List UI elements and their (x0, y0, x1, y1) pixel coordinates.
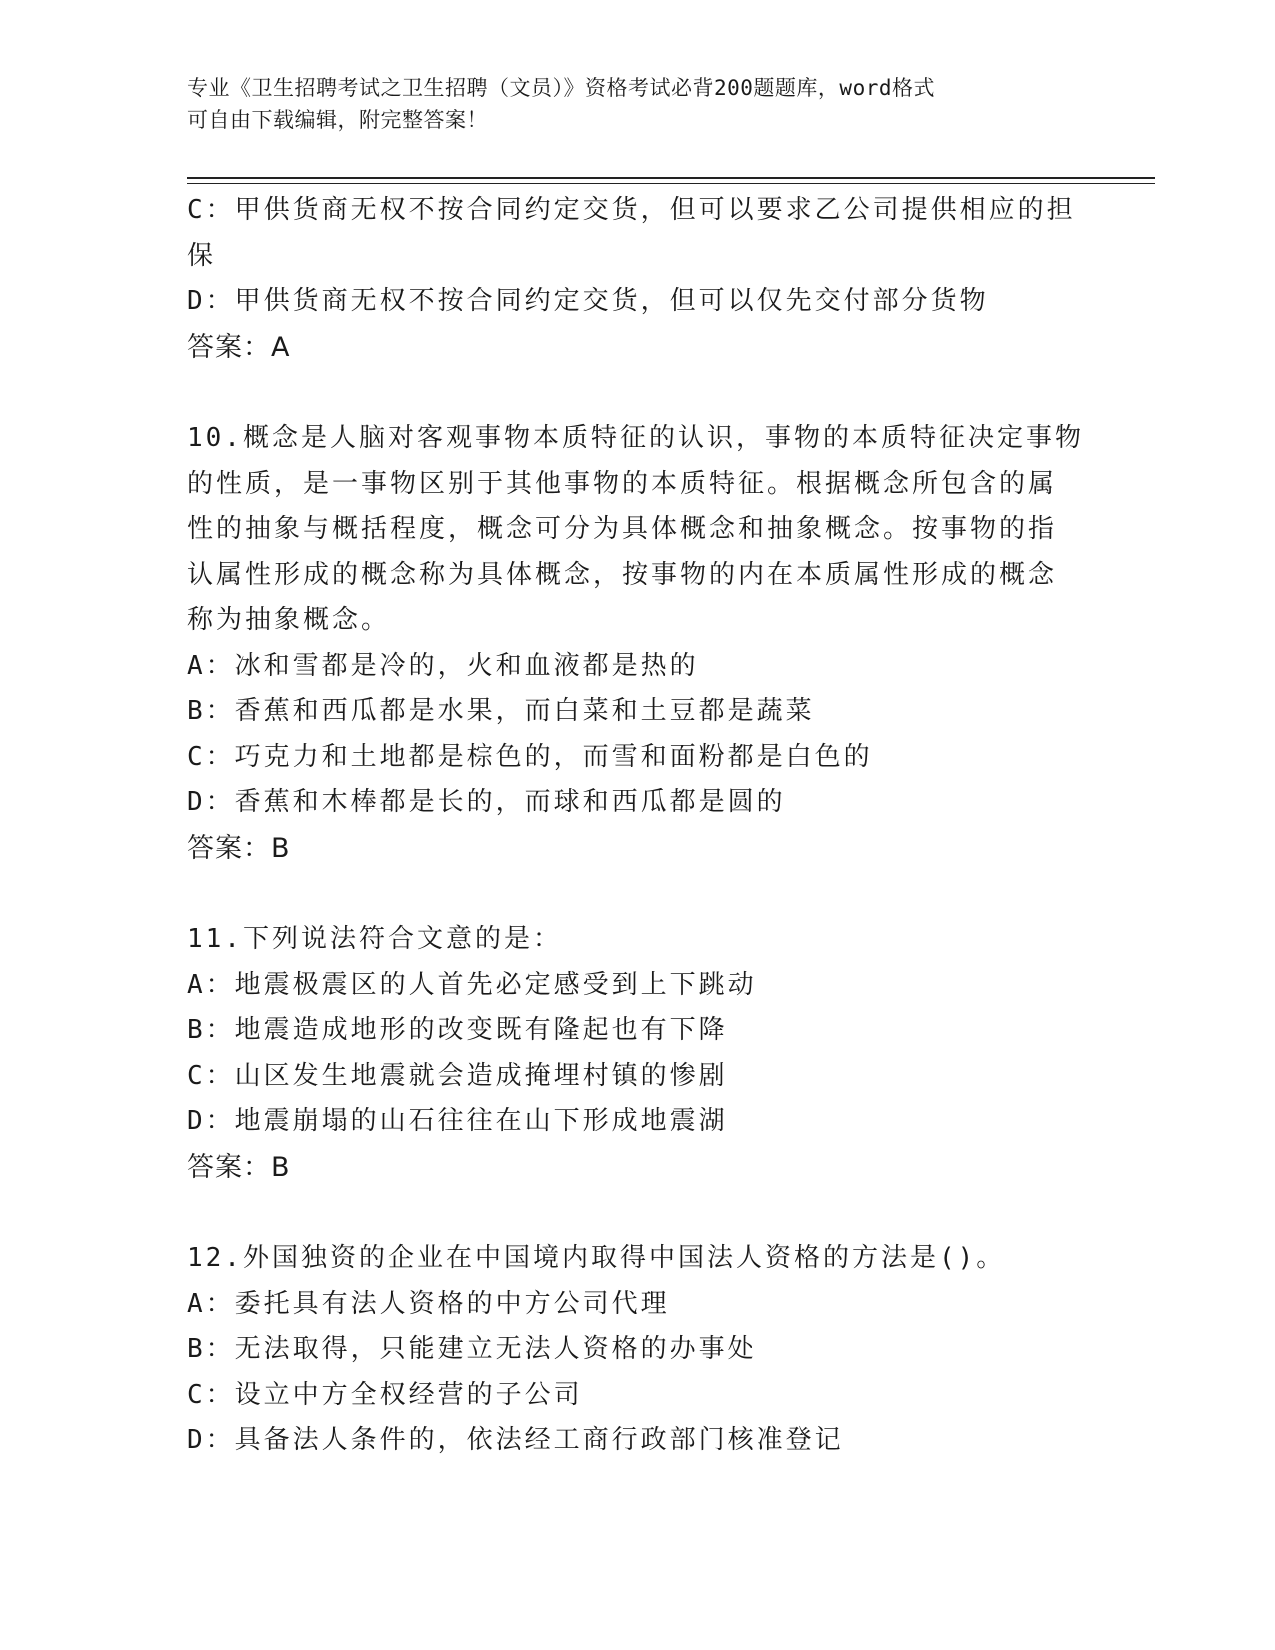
option-d: D：香蕉和木棒都是长的，而球和西瓜都是圆的 (187, 787, 786, 817)
spacer (187, 370, 1087, 416)
header-divider-thin (187, 183, 1155, 184)
option-b: B：香蕉和西瓜都是水果，而白菜和土豆都是蔬菜 (187, 696, 815, 726)
answer-line: 答案：B (187, 832, 291, 864)
option-c: C：巧克力和土地都是棕色的，而雪和面粉都是白色的 (187, 741, 873, 772)
option-c-line-2: 保 (187, 240, 217, 271)
option-d: D：甲供货商无权不按合同约定交货，但可以仅先交付部分货物 (187, 286, 989, 316)
spacer (187, 1190, 1087, 1236)
question-content (187, 188, 1087, 1464)
spacer (187, 871, 1087, 917)
option-c: C：设立中方全权经营的子公司 (187, 1379, 583, 1410)
option-b: B：无法取得，只能建立无法人资格的办事处 (187, 1334, 757, 1364)
question-stem-line: 称为抽象概念。 (187, 605, 391, 635)
question-stem-line: 性的抽象与概括程度，概念可分为具体概念和抽象概念。按事物的指 (187, 514, 1058, 544)
header-line-2: 可自由下载编辑，附完整答案！ (187, 108, 488, 132)
option-a: A：地震极震区的人首先必定感受到上下跳动 (187, 969, 757, 1000)
question-stem-line: 的性质，是一事物区别于其他事物的本质特征。根据概念所包含的属 (187, 468, 1058, 499)
page-header (187, 72, 1087, 136)
option-d: D：地震崩塌的山石往往在山下形成地震湖 (187, 1106, 728, 1136)
option-d: D：具备法人条件的，依法经工商行政部门核准登记 (187, 1425, 844, 1455)
option-c: C：山区发生地震就会造成掩埋村镇的惨剧 (187, 1060, 728, 1091)
question-9-continued (187, 188, 1087, 370)
question-11 (187, 917, 1087, 1190)
question-stem: 11.下列说法符合文意的是： (187, 924, 562, 954)
option-b: B：地震造成地形的改变既有隆起也有下降 (187, 1015, 728, 1045)
header-line-1: 专业《卫生招聘考试之卫生招聘（文员）》资格考试必背200题题库，word格式 (187, 76, 935, 100)
question-stem: 12.外国独资的企业在中国境内取得中国法人资格的方法是()。 (187, 1243, 1006, 1273)
question-stem-line: 10.概念是人脑对客观事物本质特征的认识，事物的本质特征决定事物 (187, 423, 1084, 453)
question-12 (187, 1236, 1087, 1464)
answer-line: 答案：B (187, 1151, 291, 1183)
option-a: A：委托具有法人资格的中方公司代理 (187, 1288, 670, 1319)
answer-line: 答案：A (187, 331, 291, 363)
question-stem-line: 认属性形成的概念称为具体概念，按事物的内在本质属性形成的概念 (187, 559, 1058, 590)
header-divider-thick (187, 177, 1155, 179)
option-c-line-1: C：甲供货商无权不按合同约定交货，但可以要求乙公司提供相应的担 (187, 195, 1076, 225)
option-a: A：冰和雪都是冷的，火和血液都是热的 (187, 650, 699, 681)
question-10 (187, 416, 1087, 871)
